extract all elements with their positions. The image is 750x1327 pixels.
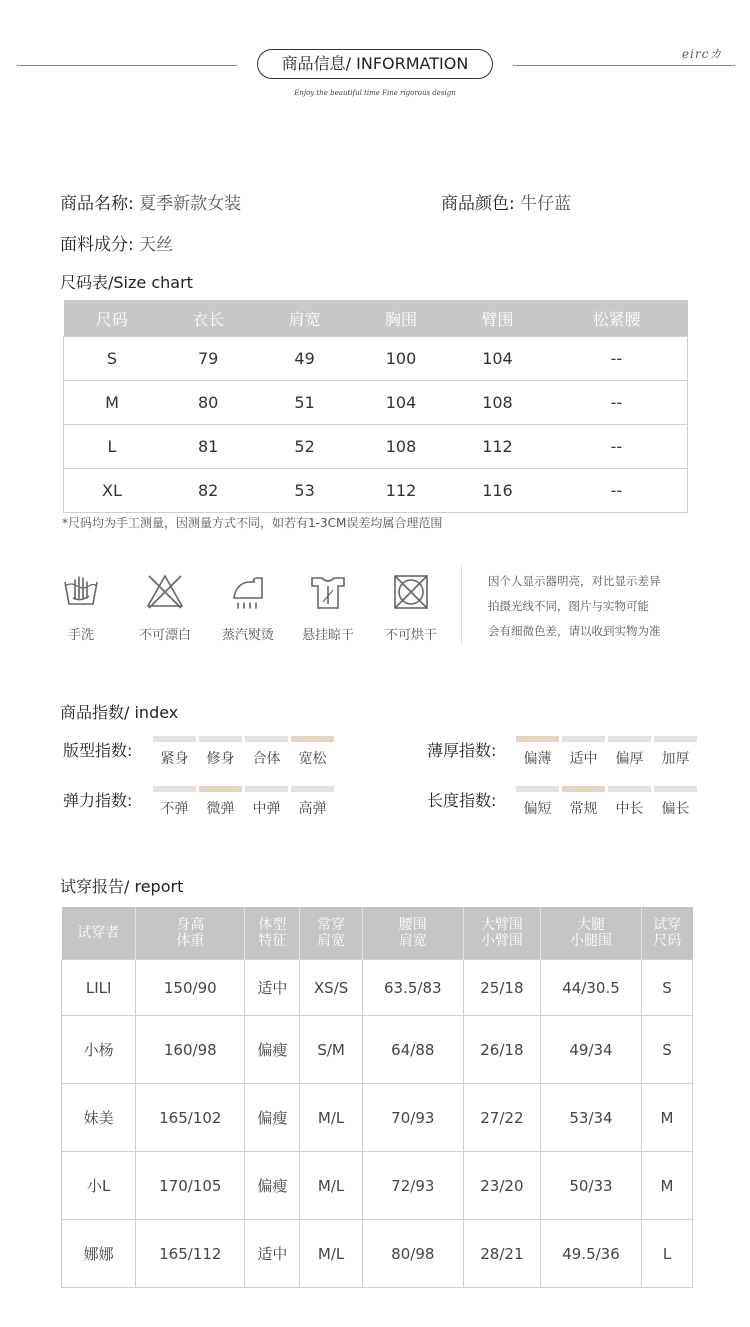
size-chart-header: 肩宽 [256, 300, 352, 337]
steam-iron-icon [228, 572, 268, 612]
report-header-line: 大腿 [576, 917, 605, 933]
table-cell: 小L [62, 1152, 136, 1220]
index-option-label: 修身 [206, 751, 235, 767]
disclaimer-line: 会有细微色差，请以收到实物为准 [488, 624, 661, 638]
table-cell: S [642, 1016, 693, 1084]
product-fabric-label: 面料成分: [60, 235, 134, 255]
table-row [62, 1220, 693, 1288]
index-option-bar [562, 736, 605, 742]
size-chart-header: 臂围 [449, 300, 545, 337]
table-row [64, 337, 688, 381]
size-chart-note: *尺码均为手工测量，因测量方式不同，如若有1-3CM误差均属合理范围 [62, 516, 443, 530]
table-cell: 44/30.5 [540, 960, 641, 1016]
index-option [199, 786, 242, 818]
table-cell: 112 [353, 469, 449, 513]
table-cell: 70/93 [362, 1084, 463, 1152]
index-option [608, 786, 651, 818]
table-cell: 79 [160, 337, 256, 381]
index-option-bar [153, 736, 196, 742]
header-line-left [17, 65, 237, 66]
table-cell: 小杨 [62, 1016, 136, 1084]
index-option-label: 偏薄 [523, 751, 552, 767]
index-option-label: 偏短 [523, 801, 552, 817]
report-header [62, 907, 136, 960]
index-group-label: 版型指数: [63, 741, 133, 760]
table-cell: L [642, 1220, 693, 1288]
table-cell: 妹美 [62, 1084, 136, 1152]
table-cell: 150/90 [136, 960, 245, 1016]
table-cell: 160/98 [136, 1016, 245, 1084]
table-cell: M/L [300, 1084, 362, 1152]
index-option-bar [245, 786, 288, 792]
table-cell: 适中 [245, 1220, 300, 1288]
table-cell: 104 [449, 337, 545, 381]
index-title: 商品指数/ index [60, 703, 179, 722]
product-color-value: 牛仔蓝 [520, 194, 572, 214]
index-option-label: 微弹 [206, 801, 235, 817]
index-option-bar [608, 786, 651, 792]
table-row [62, 1084, 693, 1152]
index-option [654, 786, 697, 818]
index-option-bar [654, 736, 697, 742]
table-cell: 80/98 [362, 1220, 463, 1288]
index-option-label: 不弹 [160, 801, 189, 817]
table-cell: M [64, 381, 160, 425]
care-item-steam-iron [208, 572, 288, 643]
table-cell: 27/22 [463, 1084, 540, 1152]
index-option [245, 786, 288, 818]
table-cell: 52 [256, 425, 352, 469]
index-option-bar [199, 736, 242, 742]
care-label: 蒸汽熨烫 [221, 628, 274, 643]
table-cell: -- [546, 381, 688, 425]
table-cell: -- [546, 425, 688, 469]
report-header-line: 腰围 [398, 917, 427, 933]
report-header [463, 907, 540, 960]
index-option-label: 偏长 [661, 801, 690, 817]
table-cell: M/L [300, 1152, 362, 1220]
table-cell: 26/18 [463, 1016, 540, 1084]
report-header-row [62, 907, 693, 960]
index-option-bar [516, 736, 559, 742]
index-option-label: 常规 [569, 801, 598, 817]
size-chart-table [63, 300, 688, 513]
index-option-label: 偏厚 [615, 751, 644, 767]
report-header-line: 常穿 [317, 917, 346, 933]
hand-wash-icon [61, 572, 101, 612]
table-cell: 娜娜 [62, 1220, 136, 1288]
care-label: 不可烘干 [384, 628, 437, 643]
index-option-label: 合体 [252, 751, 281, 767]
table-cell: 81 [160, 425, 256, 469]
table-cell: 偏瘦 [245, 1016, 300, 1084]
product-name [60, 189, 241, 214]
report-header-line: 身高 [176, 917, 205, 933]
table-cell: 28/21 [463, 1220, 540, 1288]
report-header-line: 尺码 [653, 933, 682, 949]
table-cell: 80 [160, 381, 256, 425]
table-row [64, 469, 688, 513]
table-cell: M/L [300, 1220, 362, 1288]
care-label: 手洗 [67, 628, 94, 643]
disclaimer-line: 因个人显示器明亮，对比显示差异 [488, 574, 661, 588]
report-header [540, 907, 641, 960]
table-cell: XS/S [300, 960, 362, 1016]
table-cell: 49.5/36 [540, 1220, 641, 1288]
index-option-label: 紧身 [160, 751, 189, 767]
table-cell: 108 [449, 381, 545, 425]
index-option [291, 736, 334, 768]
table-row [64, 425, 688, 469]
report-header-line: 体型 [258, 917, 287, 933]
report-header [245, 907, 300, 960]
report-title: 试穿报告/ report [60, 877, 184, 896]
index-option [153, 786, 196, 818]
size-chart-header: 衣长 [160, 300, 256, 337]
table-cell: 108 [353, 425, 449, 469]
table-cell: S [642, 960, 693, 1016]
care-label: 悬挂晾干 [301, 628, 354, 643]
index-option [199, 736, 242, 768]
table-cell: 63.5/83 [362, 960, 463, 1016]
page-title: 商品信息/ INFORMATION [257, 49, 493, 79]
table-cell: 偏瘦 [245, 1152, 300, 1220]
table-cell: 112 [449, 425, 545, 469]
product-name-value: 夏季新款女装 [139, 194, 242, 214]
index-group-label: 薄厚指数: [427, 741, 497, 760]
index-group-label: 弹力指数: [63, 791, 133, 810]
report-header-line: 特征 [258, 933, 287, 949]
table-cell: LILI [62, 960, 136, 1016]
care-label: 不可漂白 [138, 628, 191, 643]
report-table [61, 907, 693, 1288]
table-cell: -- [546, 469, 688, 513]
brand-logo: eircカ [682, 47, 723, 61]
no-bleach-icon [145, 572, 185, 612]
report-header-line: 肩宽 [317, 933, 346, 949]
index-option-label: 适中 [569, 751, 598, 767]
index-option-label: 高弹 [298, 801, 327, 817]
product-name-label: 商品名称: [60, 194, 134, 214]
size-chart-header: 胸围 [353, 300, 449, 337]
report-header-line: 小臂围 [480, 933, 523, 949]
table-cell: S [64, 337, 160, 381]
index-option-label: 中长 [615, 801, 644, 817]
care-item-no-bleach [125, 572, 205, 643]
index-option [608, 736, 651, 768]
index-option-bar [245, 736, 288, 742]
product-color [441, 189, 571, 214]
size-chart-title: 尺码表/Size chart [60, 273, 193, 292]
table-row [62, 1152, 693, 1220]
table-cell: 50/33 [540, 1152, 641, 1220]
report-header-line: 肩宽 [398, 933, 427, 949]
care-item-no-tumble-dry [371, 572, 451, 643]
table-cell: 49/34 [540, 1016, 641, 1084]
no-tumble-dry-icon [391, 572, 431, 612]
size-chart-header: 松紧腰 [546, 300, 688, 337]
index-option [516, 736, 559, 768]
table-cell: 偏瘦 [245, 1084, 300, 1152]
table-cell: S/M [300, 1016, 362, 1084]
index-option-label: 宽松 [298, 751, 327, 767]
table-cell: 100 [353, 337, 449, 381]
index-group-label: 长度指数: [427, 791, 497, 810]
header-line-right [513, 65, 735, 66]
report-header-line: 大臂围 [480, 917, 523, 933]
table-cell: -- [546, 337, 688, 381]
table-cell: 49 [256, 337, 352, 381]
page-subtitle: Enjoy the beautiful time Fine rigorous design [294, 89, 456, 97]
table-cell: 82 [160, 469, 256, 513]
report-header [136, 907, 245, 960]
index-option-bar [562, 786, 605, 792]
table-row [64, 381, 688, 425]
care-item-hand-wash [41, 572, 121, 643]
table-cell: L [64, 425, 160, 469]
table-cell: 165/112 [136, 1220, 245, 1288]
report-header [300, 907, 362, 960]
index-option [654, 736, 697, 768]
table-cell: 53 [256, 469, 352, 513]
report-header [362, 907, 463, 960]
index-option-bar [654, 786, 697, 792]
table-cell: 116 [449, 469, 545, 513]
index-option [562, 786, 605, 818]
table-cell: M [642, 1152, 693, 1220]
index-option [245, 736, 288, 768]
table-cell: M [642, 1084, 693, 1152]
table-row [62, 960, 693, 1016]
table-cell: 25/18 [463, 960, 540, 1016]
care-divider [461, 566, 462, 644]
index-option-bar [199, 786, 242, 792]
table-cell: 170/105 [136, 1152, 245, 1220]
index-option-bar [291, 786, 334, 792]
index-option [516, 786, 559, 818]
report-header-line: 体重 [176, 933, 205, 949]
report-header-line: 试穿者 [77, 925, 120, 941]
index-option-bar [291, 736, 334, 742]
index-option [562, 736, 605, 768]
care-item-hang-dry [288, 572, 368, 643]
index-option-label: 加厚 [661, 751, 690, 767]
index-option-bar [516, 786, 559, 792]
hang-dry-icon [308, 572, 348, 612]
size-chart-header: 尺码 [64, 300, 160, 337]
report-header-line: 试穿 [653, 917, 682, 933]
product-color-label: 商品颜色: [441, 194, 515, 214]
disclaimer-line: 拍摄光线不同，图片与实物可能 [488, 599, 649, 613]
table-cell: 72/93 [362, 1152, 463, 1220]
product-fabric-value: 天丝 [139, 235, 174, 255]
index-option [291, 786, 334, 818]
table-cell: XL [64, 469, 160, 513]
table-cell: 适中 [245, 960, 300, 1016]
table-cell: 53/34 [540, 1084, 641, 1152]
table-cell: 23/20 [463, 1152, 540, 1220]
index-option-bar [608, 736, 651, 742]
table-cell: 64/88 [362, 1016, 463, 1084]
index-option [153, 736, 196, 768]
report-header [642, 907, 693, 960]
table-cell: 104 [353, 381, 449, 425]
table-cell: 51 [256, 381, 352, 425]
product-fabric [60, 230, 173, 255]
index-option-label: 中弹 [252, 801, 281, 817]
table-cell: 165/102 [136, 1084, 245, 1152]
size-chart-header-row [64, 300, 688, 337]
table-row [62, 1016, 693, 1084]
report-header-line: 小腿围 [569, 933, 612, 949]
index-option-bar [153, 786, 196, 792]
